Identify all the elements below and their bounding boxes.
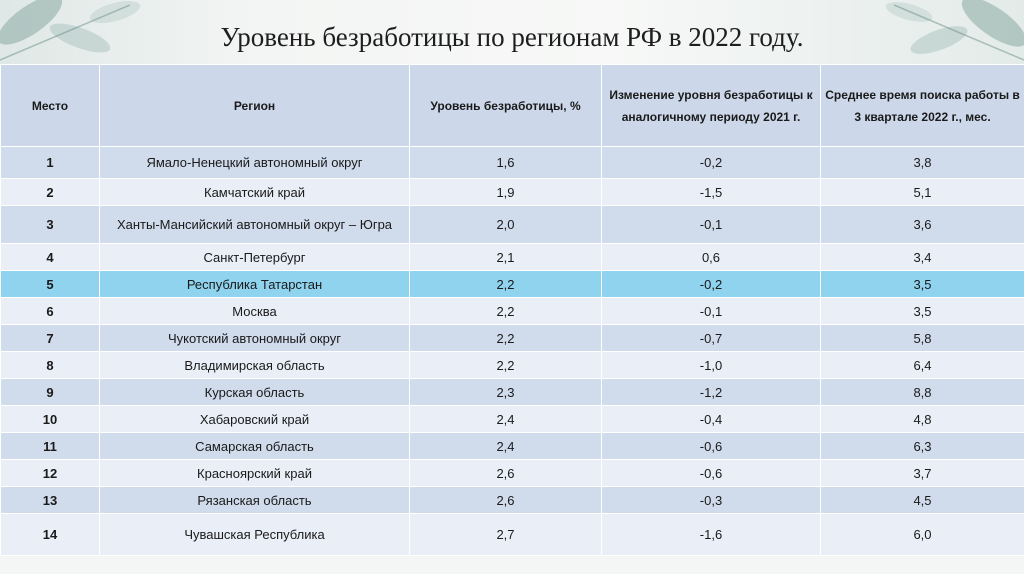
cell-rate: 1,9 [410,179,602,206]
cell-rate: 2,2 [410,298,602,325]
cell-place: 2 [1,179,100,206]
cell-time: 3,7 [821,460,1024,487]
cell-change: -1,6 [602,514,821,556]
cell-change: -0,2 [602,271,821,298]
header-region: Регион [100,65,410,147]
cell-time: 3,8 [821,147,1024,179]
table-row [1,514,1024,556]
table-row [1,487,1024,514]
cell-region: Чувашская Республика [100,514,410,556]
table-header-row [1,65,1024,147]
cell-time: 5,1 [821,179,1024,206]
cell-region: Камчатский край [100,179,410,206]
cell-time: 5,8 [821,325,1024,352]
header-time: Среднее время поиска работы в 3 квартале 2022 г., мес. [821,65,1024,147]
cell-time: 3,4 [821,244,1024,271]
cell-region: Чукотский автономный округ [100,325,410,352]
cell-rate: 2,6 [410,460,602,487]
unemployment-table [0,64,1024,556]
table-row [1,433,1024,460]
cell-change: -0,6 [602,460,821,487]
table-row [1,244,1024,271]
cell-place: 14 [1,514,100,556]
cell-place: 3 [1,206,100,244]
cell-time: 3,5 [821,271,1024,298]
table-row [1,406,1024,433]
cell-region: Красноярский край [100,460,410,487]
cell-rate: 2,1 [410,244,602,271]
cell-place: 5 [1,271,100,298]
table-row [1,325,1024,352]
cell-place: 8 [1,352,100,379]
cell-region: Курская область [100,379,410,406]
cell-region: Самарская область [100,433,410,460]
cell-region: Москва [100,298,410,325]
cell-rate: 2,7 [410,514,602,556]
cell-time: 4,5 [821,487,1024,514]
cell-time: 3,6 [821,206,1024,244]
cell-change: -0,6 [602,433,821,460]
cell-region: Рязанская область [100,487,410,514]
table-row [1,179,1024,206]
cell-region: Санкт-Петербург [100,244,410,271]
cell-change: -0,1 [602,206,821,244]
table-row [1,271,1024,298]
header-place: Место [1,65,100,147]
cell-rate: 2,4 [410,406,602,433]
cell-rate: 2,4 [410,433,602,460]
cell-place: 6 [1,298,100,325]
cell-region: Хабаровский край [100,406,410,433]
cell-place: 12 [1,460,100,487]
cell-change: -0,1 [602,298,821,325]
cell-place: 11 [1,433,100,460]
cell-time: 6,4 [821,352,1024,379]
cell-rate: 2,6 [410,487,602,514]
header-banner [0,0,1024,64]
cell-change: -0,7 [602,325,821,352]
table-row [1,298,1024,325]
page-title: Уровень безработицы по регионам РФ в 2022 году. [220,22,804,52]
table-row [1,352,1024,379]
table-row [1,147,1024,179]
table-row [1,206,1024,244]
cell-rate: 2,0 [410,206,602,244]
cell-change: -0,3 [602,487,821,514]
cell-place: 9 [1,379,100,406]
cell-change: 0,6 [602,244,821,271]
cell-time: 4,8 [821,406,1024,433]
cell-time: 6,3 [821,433,1024,460]
cell-time: 3,5 [821,298,1024,325]
cell-region: Ханты-Мансийский автономный округ – Югра [100,206,410,244]
cell-change: -1,2 [602,379,821,406]
cell-rate: 1,6 [410,147,602,179]
cell-change: -1,5 [602,179,821,206]
cell-place: 1 [1,147,100,179]
cell-rate: 2,3 [410,379,602,406]
cell-change: -0,4 [602,406,821,433]
cell-rate: 2,2 [410,325,602,352]
cell-place: 7 [1,325,100,352]
cell-place: 10 [1,406,100,433]
cell-place: 4 [1,244,100,271]
cell-time: 8,8 [821,379,1024,406]
table-row [1,460,1024,487]
header-change: Изменение уровня безработицы к аналогичному периоду 2021 г. [602,65,821,147]
cell-region: Ямало-Ненецкий автономный округ [100,147,410,179]
cell-change: -1,0 [602,352,821,379]
table-row [1,379,1024,406]
cell-time: 6,0 [821,514,1024,556]
cell-rate: 2,2 [410,352,602,379]
cell-region: Владимирская область [100,352,410,379]
cell-change: -0,2 [602,147,821,179]
cell-place: 13 [1,487,100,514]
cell-region: Республика Татарстан [100,271,410,298]
cell-rate: 2,2 [410,271,602,298]
header-rate: Уровень безработицы, % [410,65,602,147]
